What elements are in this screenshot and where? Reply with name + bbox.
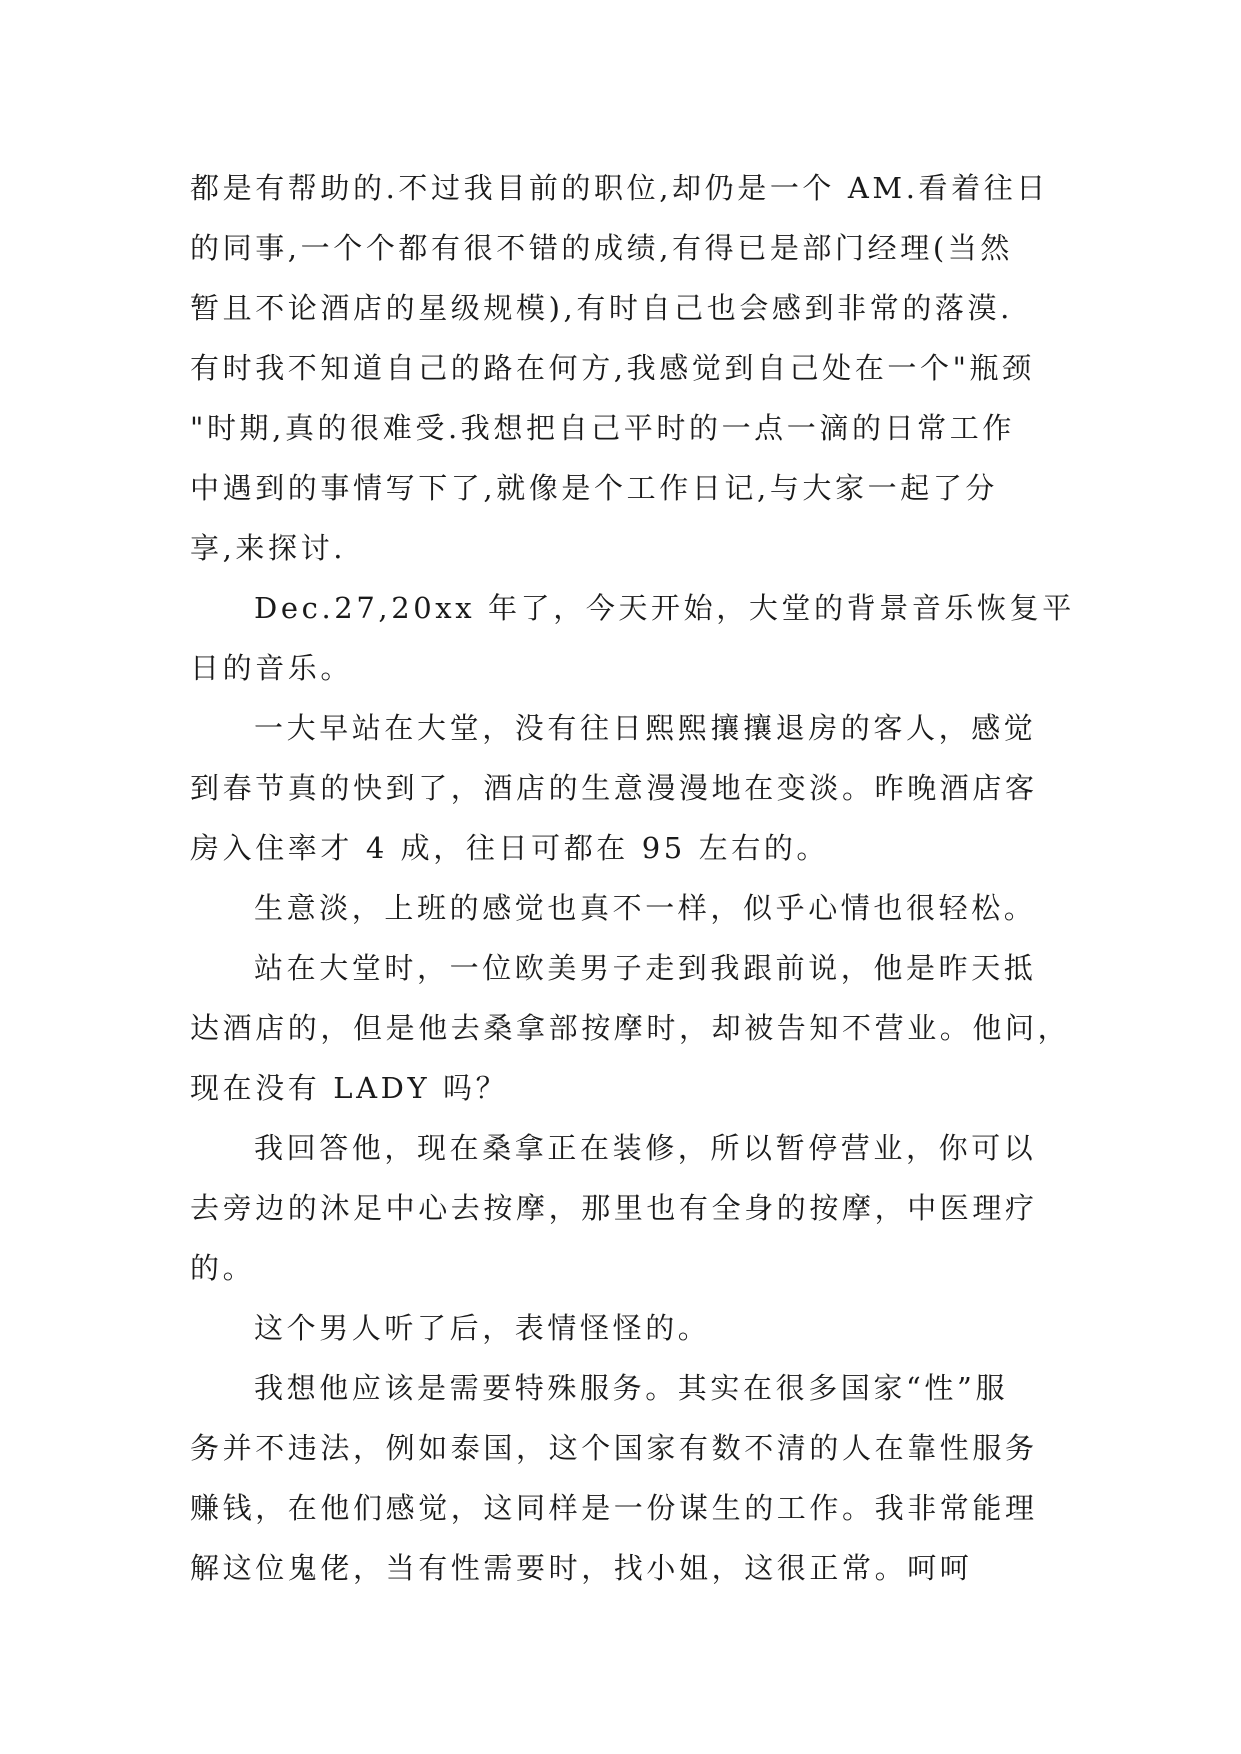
text-line: 这个男人听了后，表情怪怪的。 xyxy=(254,1311,711,1345)
text-line: 我回答他，现在桑拿正在装修，所以暂停营业，你可以 xyxy=(254,1131,1037,1165)
text-line: Dec.27,20xx 年了，今天开始，大堂的背景音乐恢复平 xyxy=(254,591,1075,625)
text-line: 中遇到的事情写下了,就像是个工作日记,与大家一起了分 xyxy=(190,471,999,505)
text-line: 到春节真的快到了，酒店的生意漫漫地在变淡。昨晚酒店客 xyxy=(190,771,1038,805)
text-line: "时期,真的很难受.我想把自己平时的一点一滴的日常工作 xyxy=(190,411,1015,445)
text-line: 都是有帮助的.不过我目前的职位,却仍是一个 AM.看着往日 xyxy=(190,171,1049,205)
text-line: 一大早站在大堂，没有往日熙熙攘攘退房的客人，感觉 xyxy=(254,711,1037,745)
text-line: 的。 xyxy=(190,1251,256,1285)
text-line: 达酒店的，但是他去桑拿部按摩时，却被告知不营业。他问， xyxy=(190,1011,1071,1045)
text-line: 日的音乐。 xyxy=(190,651,354,685)
text-line: 暂且不论酒店的星级规模),有时自己也会感到非常的落漠. xyxy=(190,291,1013,325)
text-line: 去旁边的沐足中心去按摩，那里也有全身的按摩，中医理疗 xyxy=(190,1191,1038,1225)
text-line: 我想他应该是需要特殊服务。其实在很多国家“性”服 xyxy=(254,1371,1009,1405)
text-line: 享,来探讨. xyxy=(190,531,347,565)
text-line: 的同事,一个个都有很不错的成绩,有得已是部门经理(当然 xyxy=(190,231,1013,265)
text-line: 务并不违法，例如泰国，这个国家有数不清的人在靠性服务 xyxy=(190,1431,1038,1465)
text-line: 站在大堂时，一位欧美男子走到我跟前说，他是昨天抵 xyxy=(254,951,1037,985)
text-line: 生意淡，上班的感觉也真不一样，似乎心情也很轻松。 xyxy=(254,891,1037,925)
text-line: 有时我不知道自己的路在何方,我感觉到自己处在一个"瓶颈 xyxy=(190,351,1035,385)
text-line: 解这位鬼佬，当有性需要时，找小姐，这很正常。呵呵 xyxy=(190,1551,973,1585)
text-line: 房入住率才 4 成，往日可都在 95 左右的。 xyxy=(190,831,830,865)
text-line: 现在没有 LADY 吗？ xyxy=(190,1071,509,1105)
text-line: 赚钱，在他们感觉，这同样是一份谋生的工作。我非常能理 xyxy=(190,1491,1038,1525)
